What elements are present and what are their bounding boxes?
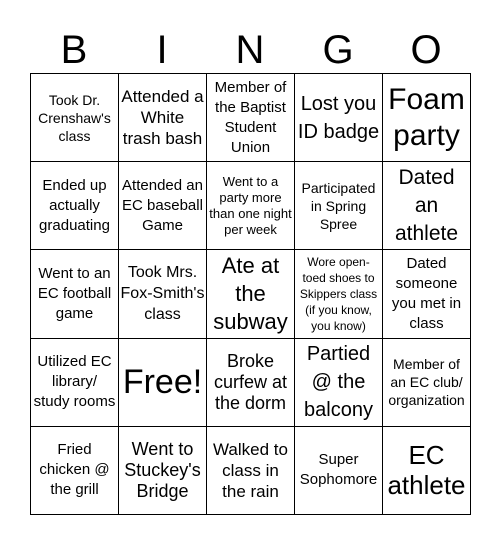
bingo-cell[interactable] [31, 162, 119, 250]
bingo-cell[interactable] [383, 74, 471, 162]
cell-text: Ended up actually graduating [39, 176, 110, 234]
cell-text: Ate at the subway [213, 252, 288, 334]
cell-text: Member of the Baptist Student Union [214, 78, 287, 156]
cell-text: Wore open-toed shoes to Skippers class (if you know, you know) [299, 254, 378, 333]
cell-text: Took Dr. Crenshaw's class [38, 91, 111, 144]
bingo-cell[interactable] [207, 162, 295, 250]
bingo-cell[interactable] [295, 339, 383, 427]
bingo-cell[interactable] [119, 250, 207, 338]
bingo-cell[interactable] [119, 162, 207, 250]
cell-text: Partied @ the balcony [304, 343, 373, 422]
header-letter-i: I [156, 28, 168, 72]
cell-text: Dated an athlete [394, 165, 459, 245]
cell-text: Broke curfew at the dorm [213, 350, 288, 413]
bingo-cell[interactable] [31, 427, 119, 515]
cell-text: Attended an EC baseball Game [122, 176, 203, 234]
header-letter-b: B [60, 28, 88, 72]
cell-text: Foam party [388, 82, 465, 152]
cell-text: Lost you ID badge [297, 92, 380, 143]
cell-text: Attended a White trash bash [121, 87, 204, 149]
header-letter-n: N [235, 28, 265, 72]
cell-text: EC athlete [387, 440, 466, 501]
bingo-header [30, 28, 470, 72]
bingo-cell[interactable] [31, 250, 119, 338]
free-space-text: Free! [122, 363, 203, 402]
bingo-cell[interactable] [295, 162, 383, 250]
cell-text: Fried chicken @ the grill [39, 441, 110, 499]
bingo-cell[interactable] [207, 339, 295, 427]
bingo-cell[interactable] [119, 427, 207, 515]
bingo-cell[interactable] [383, 162, 471, 250]
cell-text: Dated someone you met in class [391, 254, 462, 332]
header-letter-g: G [322, 28, 354, 72]
bingo-cell[interactable] [207, 74, 295, 162]
cell-text: Went to Stuckey's Bridge [124, 438, 201, 501]
cell-text: Member of an EC club/ organization [388, 356, 465, 409]
cell-text: Participated in Spring Spree [301, 179, 376, 232]
header-letter-o: O [410, 28, 442, 72]
bingo-cell[interactable] [207, 427, 295, 515]
bingo-grid [30, 73, 471, 515]
cell-text: Utilized EC library/ study rooms [33, 353, 116, 411]
bingo-cell[interactable] [119, 74, 207, 162]
bingo-cell[interactable] [207, 250, 295, 338]
bingo-cell[interactable] [295, 74, 383, 162]
cell-text: Walked to class in the rain [213, 439, 288, 501]
bingo-cell[interactable] [383, 250, 471, 338]
bingo-cell[interactable] [383, 427, 471, 515]
free-space[interactable] [119, 339, 207, 427]
cell-text: Super Sophomore [299, 451, 378, 489]
bingo-cell[interactable] [31, 339, 119, 427]
bingo-cell[interactable] [295, 427, 383, 515]
cell-text: Went to an EC football game [37, 264, 112, 322]
cell-text: Took Mrs. Fox-Smith's class [120, 264, 205, 324]
bingo-cell[interactable] [295, 250, 383, 338]
cell-text: Went to a party more than one night per week [209, 173, 292, 237]
bingo-cell[interactable] [383, 339, 471, 427]
bingo-cell[interactable] [31, 74, 119, 162]
